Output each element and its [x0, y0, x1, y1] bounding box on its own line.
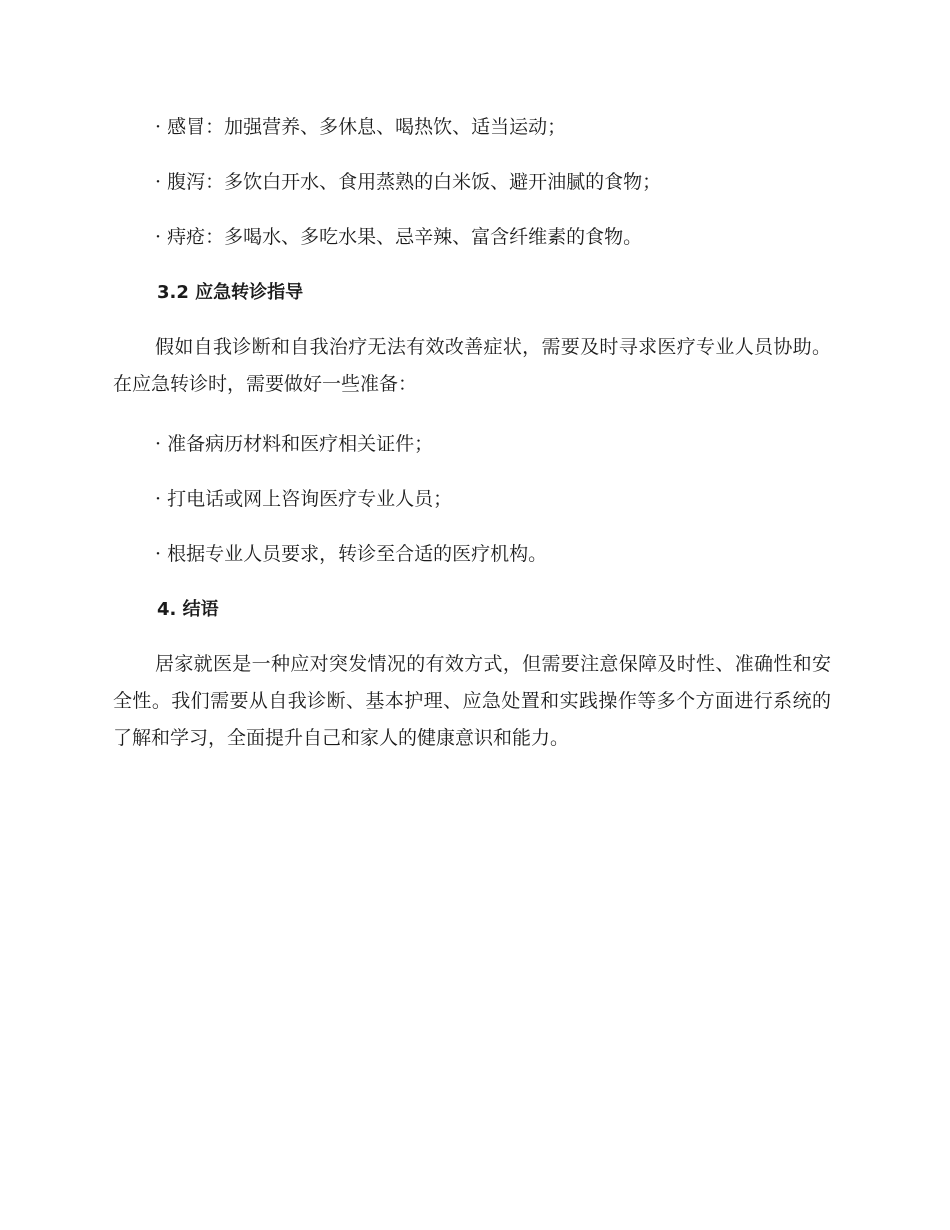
list-item-prepare-records: · 准备病历材料和医疗相关证件；	[155, 433, 434, 455]
list-item-diarrhea: · 腹泻：多饮白开水、食用蒸熟的白米饭、避开油腻的食物；	[155, 171, 662, 193]
section-heading-4: 4. 结语	[157, 599, 219, 620]
list-item-hemorrhoids: · 痔疮：多喝水、多吃水果、忌辛辣、富含纤维素的食物。	[155, 226, 643, 248]
section-3-2-paragraph: 假如自我诊断和自我治疗无法有效改善症状，需要及时寻求医疗专业人员协助。在应急转诊时，需要做好一些准备：	[113, 336, 831, 395]
list-item-cold: · 感冒：加强营养、多休息、喝热饮、适当运动；	[155, 116, 567, 138]
section-heading-3-2: 3.2 应急转诊指导	[157, 282, 304, 303]
list-item-consult-online: · 打电话或网上咨询医疗专业人员；	[155, 488, 453, 510]
list-item-transfer: · 根据专业人员要求，转诊至合适的医疗机构。	[155, 543, 548, 565]
section-4-paragraph: 居家就医是一种应对突发情况的有效方式，但需要注意保障及时性、准确性和安全性。我们需要从自我诊断、基本护理、应急处置和实践操作等多个方面进行系统的了解和学习，全面提升自己和家人的健康意识和能力。	[113, 653, 831, 749]
